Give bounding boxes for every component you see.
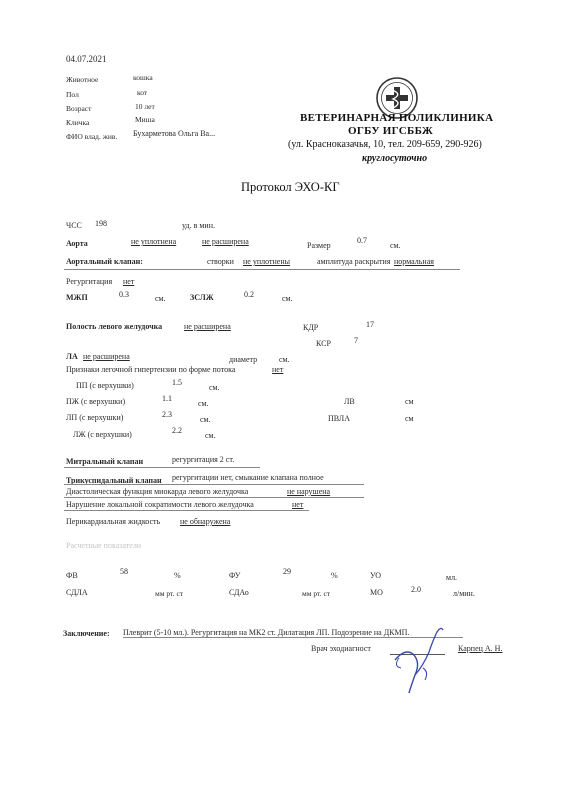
divider [64,510,309,511]
regurg-value: нет [123,277,135,286]
tricuspid-label: Трикуспидальный клапан [66,476,162,485]
aorta-wall: не уплотнена [131,237,177,246]
chamber-value: 2.2 [172,426,182,435]
protocol-title: Протокол ЭХО-КГ [241,180,340,194]
co-label: МО [370,588,383,597]
chamber-unit: см. [198,399,209,408]
pvla-label: ПВЛА [328,414,351,423]
lv-value: не расширена [184,322,231,331]
co-value: 2.0 [411,585,421,594]
la-label: ЛА [66,352,78,361]
handwritten-signature [385,620,455,695]
ph-value: нет [272,365,284,374]
chamber-unit: см. [200,415,211,424]
divider [64,467,260,468]
lv-edd-value: 17 [366,320,374,329]
la-diam-label: диаметр [229,355,258,364]
age-value: 10 лет [135,102,155,111]
aorta-size-unit: см. [390,241,401,250]
ph-label: Признаки легочной гипертензии по форме потока [66,365,236,374]
mitral-label: Митральный клапан [66,457,144,466]
clinic-name: ВЕТЕРИНАРНАЯ ПОЛИКЛИНИКА [300,112,494,124]
chamber-label: ЛЖ (с верхушки) [73,430,132,439]
conclusion-label: Заключение: [63,629,110,638]
lv-edd-label: КДР [303,323,319,332]
age-label: Возраст [66,104,92,113]
owner-label: ФИО влад. жив. [66,132,118,141]
fs-label: ФУ [229,571,241,580]
aortic-amplitude-value: нормальная [394,257,434,266]
aorta-size-label: Размер [307,241,331,250]
sv-unit: мл. [446,573,458,582]
aortic-amplitude-label: амплитуда раскрытия [317,257,391,266]
chamber-value: 2.3 [162,410,172,419]
aorta-label: Аорта [66,239,88,248]
la-diam-unit: см. [279,355,290,364]
animal-value: кошка [133,73,153,82]
lv-param-label: ЛВ [344,397,355,406]
sex-label: Пол [66,90,79,99]
sex-value: кот [137,88,148,97]
nickname-value: Миша [135,115,155,124]
animal-label: Животное [66,75,99,84]
chamber-value: 1.5 [172,378,182,387]
sdla-unit: мм рт. ст [155,589,184,598]
aortic-valve-label: Аортальный клапан: [66,257,143,266]
hr-unit: уд. в мин. [182,221,215,230]
lvpw-label: ЗСЛЖ [190,293,214,302]
sdao-unit: мм рт. ст [302,589,331,598]
sv-label: УО [370,571,382,580]
lvpw-unit: см. [282,294,293,303]
lv-esd-value: 7 [354,336,358,345]
clinic-hours: круглосуточно [362,153,428,164]
chamber-value: 1.1 [162,394,172,403]
ef-unit: % [174,571,181,580]
lv-esd-label: КСР [316,339,331,348]
chamber-unit: см. [205,431,216,440]
local-label: Нарушение локальной сократимости левого желудочка [66,500,254,509]
local-value: нет [292,500,304,509]
diastolic-value: не нарушена [287,487,331,496]
chamber-unit: см. [209,383,220,392]
fs-value: 29 [283,567,291,576]
regurg-label: Регургитация [66,277,113,286]
diastolic-label: Диастолическая функция миокарда левого желудочка [66,487,249,496]
ef-value: 58 [120,567,128,576]
divider [64,497,364,498]
hr-value: 198 [95,219,107,228]
co-unit: л/мин. [453,589,475,598]
ivs-value: 0.3 [119,290,129,299]
lv-label: Полость левого желудочка [66,322,163,331]
nickname-label: Кличка [66,118,90,127]
lvpw-value: 0.2 [244,290,254,299]
hr-label: ЧСС [66,221,82,230]
divider [64,484,364,485]
chamber-label: ПЖ (с верхушки) [66,397,126,406]
aorta-dilation: не расширена [202,237,249,246]
pvla-unit: см [405,414,414,423]
divider [64,269,460,270]
ivs-unit: см. [155,294,166,303]
mitral-value: регургитация 2 ст. [172,455,235,464]
aortic-leaflets-label: створки [207,257,234,266]
aorta-size-value: 0.7 [357,236,367,245]
exam-date: 04.07.2021 [66,54,107,64]
clinic-address: (ул. Красноказачья, 10, тел. 209-659, 290-926) [288,139,482,150]
signature-name: Карпец А. Н. [458,644,503,653]
chamber-label: ЛП (с верхушки) [66,413,124,422]
tricuspid-value: регургитации нет, смыкание клапана полное [172,473,324,482]
signature-role: Врач эходиагност [311,644,371,653]
ivs-label: МЖП [66,293,88,302]
sdla-label: СДЛА [66,588,88,597]
owner-value: Бухарметова Ольга Ва... [133,129,216,138]
pericardial-value: не обнаружена [180,517,231,526]
lv-param-unit: см [405,397,414,406]
pericardial-label: Перикардиальная жидкость [66,517,161,526]
clinic-org: ОГБУ ИГСББЖ [348,125,434,137]
aortic-leaflets-value: не уплотнены [243,257,290,266]
fs-unit: % [331,571,338,580]
sdao-label: СДАо [229,588,249,597]
la-value: не расширена [83,352,130,361]
ef-label: ФВ [66,571,78,580]
calc-title: Расчетные показатели [66,541,142,550]
chamber-label: ПП (с верхушки) [76,381,134,390]
conclusion-text: Плеврит (5-10 мл.). Регургитация на МК2 ст. Дилатация ЛП. Подозрение на ДКМП. [123,628,410,637]
